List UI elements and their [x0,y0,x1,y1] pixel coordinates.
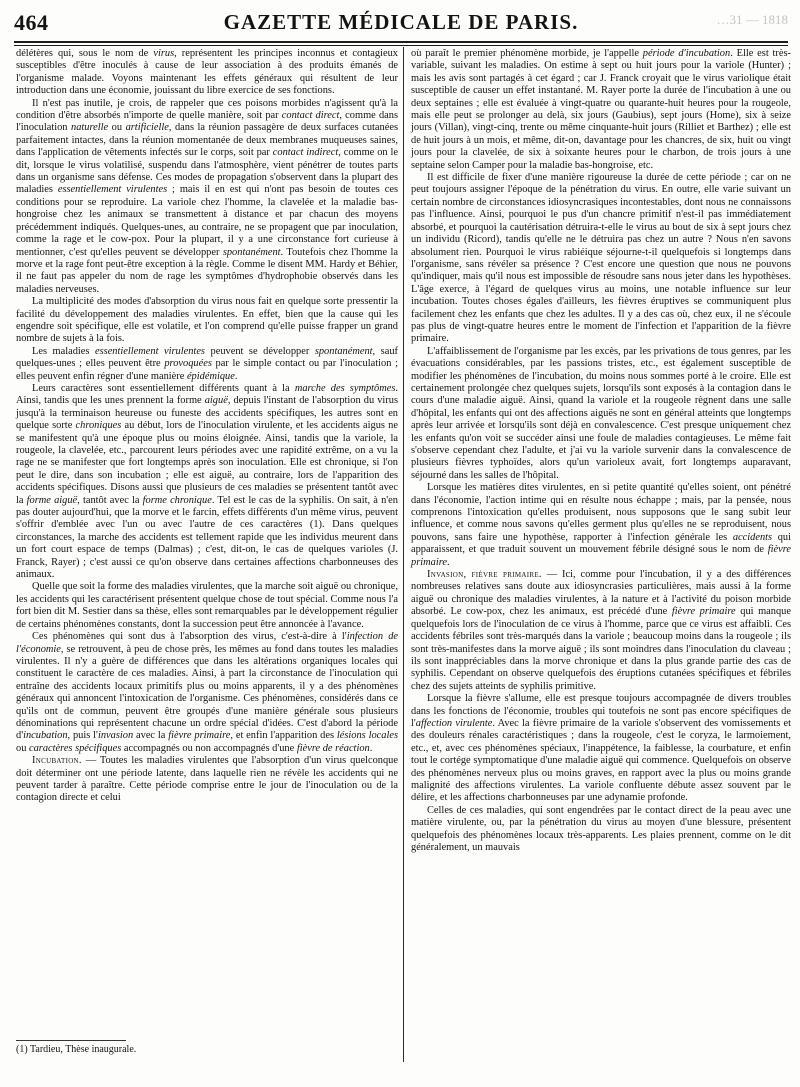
emphasis-text: accidents [732,531,773,543]
text-run: . [234,370,238,382]
text-run: . Avec la fièvre primaire de la variole s'observent des vomissements et des douleurs rénales caractéristiques ; dans la rougeole, c'est le coryza, le larmoiement, etc., et, avec ces phénomènes spéciaux, l'inappétence, la faiblesse, la courbature, et enfin tout le cortége symptomatique d'une maladie aiguë qui commence. Quelquefois on observe des phénomènes nerveux plus ou moins graves, en rapport avec la plus ou moins grande malignité des affections virulentes. La variole confluente débute assez souvent par le délire, et les affections charbonneuses par une adynamie profonde. [411,717,791,804]
emphasis-text: fièvre primaire [671,606,736,618]
emphasis-text: contact indirect [272,147,339,159]
text-run: , se retrouvent, à peu de chose près, les mêmes au fond dans toutes les maladies virulentes. Il n'y a guère de différences que dans les altérations organiques locales qui constituent le caractère de ces maladies. Ainsi, à part la circonstance de l'inoculation qui entraîne des accidents locaux primitifs plus ou moins apparents, il y a des phénomènes généraux qui annoncent l'intoxication de l'organisme. Ces phénomènes, considérés dans ce qu'ils ont de commun, peuvent être groupés d'une manière générale sous plusieurs dénominations qui représentent chacune un ordre spécial d'idées. C'est d'abord la période d' [16,643,398,742]
paragraph [16,296,398,346]
text-run: , et enfin l'apparition des [230,730,337,742]
paragraph [411,482,791,569]
paragraph [16,346,398,383]
paragraph [411,693,791,805]
text-run: qui manque quelquefois lors de l'inoculation de ce virus à l'homme, parce que ce virus est affaibli. Ces accidents fébriles sont très-marqués dans la variole ; beaucoup moins dans la rougeole ; ils sont très-manifestes dans la morve aiguë ; ils sont moindres dans l'inoculation du claveau ; ils sont inappréciables dans la morve chronique et dans la plus grande partie des cas de syphilis. Cependant on observe quelquefois des éruptions cutanées spécifiques et fébriles chez des sujets atteints de syphilis primitive. [411,606,791,692]
text-run: Quelle que soit la forme des maladies virulentes, que la marche soit aiguë ou chronique, les accidents qui les caractérisent présentent quelque chose de tout spécial. Comme nous l'a fort bien dit M. Sestier dans sa thèse, elles sont remarquables par le développement régulier de certains phénomènes constants, dont la succession peut être annoncée à l'avance. [16,581,398,630]
emphasis-text: essentiellement virulentes [57,184,168,196]
footnote: (1) Tardieu, Thèse inaugurale. [16,1044,137,1055]
emphasis-text: invasion [97,730,134,742]
text-run: . Tel est le cas de la syphilis. On sait, à n'en pas douter aujourd'hui, que la morve et le farcin, effets différents d'un même virus, peuvent s'offrir d'emblée avec l'un ou avec l'autre de ces caractères (1). Dans quelques circonstances, la marche des accidents est tellement rapide que les individus meurent dans un fort court espace de temps (Dalmas) ; c'est, dit-on, le cas de quelques varioles (J. Franck, Rayer) ; c'est aussi ce qu'on observe dans certaines affections charbonneuses des animaux. [16,494,398,581]
header-rule-thin [14,45,788,46]
paragraph [16,581,398,631]
text-run: délétères qui, sous le nom de [16,48,154,59]
header-rule [14,41,788,43]
footnote-rule [16,1040,126,1041]
emphasis-text: affection virulente [415,717,493,729]
text-run: Lorsque la fièvre s'allume, elle est presque toujours accompagnée de divers troubles dans les fonctions de l'économie, troubles qui toutefois ne sont pas encore spécifiques de l' [411,693,791,729]
paragraph [411,346,791,482]
text-run: , tantôt avec la [77,494,143,506]
paragraph [16,631,398,755]
text-run: par le simple contact ou par l'inoculation ; elles peuvent enfin régner d'une manière [16,358,398,382]
text-run: ou [108,122,126,134]
text-run: L'affaiblissement de l'organisme par les excès, par les privations de tous genres, par les évacuations considérables, par les passions tristes, etc., est également susceptible de modifier les phénomènes de l'incubation, du moins nous sommes porté à le croire. Elle est certainement prolongée chez quelques sujets, lorsqu'ils sont exposés à la contagion dans le cours d'une maladie aiguë. Ainsi, quand la variole et la rougeole règnent dans une salle d'hôpital, les enfants qui ont des affections aiguës ne sont en général atteints que longtemps après leur arrivée et lorsqu'ils sont déjà en convalescence. C'est presque uniquement chez les enfants qu'on voit se succéder ainsi une foule de maladies contagieuses. Le même fait s'observe cependant chez l'adulte, et j'ai vu la variole survenir dans la convalescence de plusieurs fièvres typhoïdes, alors qu'un varioleux avait, fort longtemps auparavant, séjourné dans les salles de l'hôpital. [411,345,791,481]
text-run: accompagnés ou non accompagnés d'une [121,742,297,754]
emphasis-text: forme chronique [142,494,212,506]
emphasis-text: contact direct [281,110,340,122]
text-run: . Toutefois chez l'homme la morve et la rage font peut-être exception à la règle. Comme le disent MM. Hardy et Béhier, il ne faut pas appeler du nom de rage les symptômes d'hydrophobie observés dans les maladies nerveuses. [16,246,399,295]
text-run: , comme dans l'inoculation [16,110,398,134]
faded-date-stamp: …31 — 1818 [716,12,788,27]
text-run: Ces phénomènes qui sont dus à l'absorption des virus, c'est-à-dire à l' [32,631,347,643]
paragraph [411,805,791,855]
paragraph [16,98,398,297]
text-run: Celles de ces maladies, qui sont engendrées par le contact direct de la peau avec une matière virulente, ou, par la pénétration du virus au moyen d'une blessure, présentent quelquefois des phénomènes locaux très-apparents. Les plaies prennent, comme on le dit généralement, un mauvais [411,804,791,853]
emphasis-text: aiguë [204,395,228,407]
paragraph [16,48,398,98]
emphasis-text: caractères spécifiques [29,742,122,754]
text-run: au début, lors de l'inoculation virulente, et les accidents aigus ne se manifestent qu'à une époque plus ou moins éloignée. Ainsi, tandis que la variole, la rougeole, la clavelée, etc., parcourent leurs périodes avec une rapidité extrême, on a vu la rage ne se manifester que fort longtemps après son inoculation. Elle est chronique, si l'on peut le dire, dans son incubation ; elle est aiguë, au contraire, lors de l'apparition des accidents spécifiques. Disons aussi que plusieurs de ces maladies se présentent tantôt avec la [16,420,398,506]
text-run: avec la [133,730,169,742]
text-run: La multiplicité des modes d'absorption du virus nous fait en quelque sorte pressentir la facilité du développement des maladies virulentes. En effet, bien que la cause qui les engendre soit spécifique, elle est volatile, et l'on comprend qu'elle puisse frapper un grand nombre de sujets à la fois. [16,296,398,345]
emphasis-text: spontanément [222,246,281,258]
section-heading: Invasion, fièvre primaire. [427,569,542,581]
emphasis-text: spontanément [314,345,373,357]
emphasis-text: fièvre primaire [411,544,791,568]
text-run: peuvent se développer [204,345,315,357]
text-run: où paraît le premier phénomène morbide, je l'appelle [411,48,643,59]
emphasis-text: lésions locales [336,730,398,742]
section-heading: Incubation. [32,755,82,767]
text-run: qui apparaissent, et que traduit souvent un mouvement fébrile désigné sous le nom de [411,531,791,556]
text-run: Il n'est pas inutile, je crois, de rappeler que ces poisons morbides n'agissent qu'à la condition d'être absorbés n'importe de quelle manière, soit par [16,97,398,122]
running-title: GAZETTE MÉDICALE DE PARIS. [223,10,579,34]
text-run: Lorsque les matières dites virulentes, en si petite quantité qu'elles soient, ont pénétré dans l'économie, l'action intime qui en résulte nous échappe ; mais, par la pensée, nous comprenons l'intoxication qu'elles produisent, nous supposons que le sang subit leur influence, et comme nous savons qu'elles germent plus qu'elles ne se reproduisent, nous pouvons, sans faire une hypothèse, rapporter à l'infection générale les [411,482,791,543]
emphasis-text: provoquées [164,358,212,370]
emphasis-text: incubation [23,730,68,742]
page-number: 464 [14,10,49,35]
emphasis-text: fièvre de réaction [296,742,370,754]
text-run: . [369,742,373,754]
emphasis-text: fièvre primaire [168,730,231,742]
text-run: — Toutes les maladies virulentes que l'absorption d'un virus quelconque doit déterminer ont une période latente, dans laquelle rien ne révèle les accidents qui ne peuvent tarder à paraître. Cette période comprise entre le jour de l'inoculation ou de la contagion directe et celui [16,755,398,804]
text-run: ; mais il en est qui n'ont pas besoin de toutes ces conditions pour se reproduire. La variole chez l'homme, la clavelée et la maladie bas-hongroise chez les animaux se transmettent à distance et par chacun des moyens précédemment indiqués. Quelques-unes, au contraire, ne se propagent que par inoculation, comme la rage et le cow-pox. Pour la plupart, il y a une circonstance fort curieuse à mentionner, c'est qu'elles peuvent se développer [16,184,398,258]
page-header [14,10,788,40]
text-run: , puis l' [67,730,98,742]
text-run: , représentent les principes inconnus et contagieux susceptibles d'être inoculés à cause de leur association à des produits émanés de l'organisme malade. Voyons maintenant les effets généraux qui résultent de leur introduction dans une économie, jouissant du libre exercice de ses fonctions. [16,48,398,97]
emphasis-text: artificielle [125,122,169,134]
emphasis-text: essentiellement virulentes [95,345,205,357]
paragraph [16,383,398,582]
text-run: , dans la réunion passagère de deux surfaces cutanées parfaitement intactes, dans la réunion momentanée de deux membranes muqueuses saines, dans l'application de vêtements infectés sur le corps, soit par [16,122,398,159]
emphasis-text: marche des symptômes [294,382,396,394]
text-run: Il est difficile de fixer d'une manière rigoureuse la durée de cette période ; car on ne peut toujours assigner l'époque de la pénétration du virus. En outre, elle varie suivant un certain nombre de circonstances idiosyncrasiques incontestables, dont nous ne connaissons pas l'influence. Ainsi, pourquoi le pus d'un chancre primitif n'est-il pas immédiatement absorbé, et pourquoi la cautérisation détruira-t-elle le virus au bout de six à sept jours chez un individu (Ricord), tandis qu'elle ne le détruira pas chez un autre ? Nous n'en savons absolument rien. Pourquoi le virus rabiéique séjourne-t-il quelquefois si longtemps dans l'organisme, sans révéler sa présence ? C'est encore une question que nous ne pouvons qu'indiquer, mais qu'il nous est impossible de résoudre sans nous jeter dans les hypothèses. L'âge exerce, à l'égard de quelques virus au moins, une notable influence sur leur incubation. Toutes choses égales d'ailleurs, les fièvres éruptives se communiquent plus facilement chez les enfants que chez les adultes. Il y a des cas où, chez eux, il ne s'écoule pas plus de vingt-quatre heures entre le moment de l'infection et l'apparition de la fièvre primaire. [411,172,791,345]
text-run: ou [16,742,29,754]
emphasis-text: épidémique [186,370,235,382]
emphasis-text: période d'incubation [642,48,731,59]
paragraph [411,48,791,172]
paragraph [411,172,791,346]
paragraph [16,755,398,805]
emphasis-text: forme aiguë [26,494,78,506]
emphasis-text: virus [153,48,175,59]
right-column [411,48,791,854]
emphasis-text: infection de l'économie [16,631,398,655]
text-run: , depuis l'instant de l'absorption du virus jusqu'à la terminaison heureuse ou funeste des accidents spécifiques, les autres sont en quelque sorte [16,395,398,432]
column-divider [403,47,404,1062]
text-run: . [446,556,450,568]
left-column [16,48,398,805]
text-run: Leurs caractères sont essentiellement différents quant à la [32,382,295,394]
emphasis-text: chroniques [75,420,122,432]
text-run: , comme on le dit, lorsque le virus volatilisé, suspendu dans l'atmosphère, vient pénétrer de toutes parts dans un organisme sans défense. Ces modes de propagation s'observent dans la plupart des maladies [16,147,398,196]
paragraph [411,569,791,693]
emphasis-text: naturelle [71,122,109,134]
text-run: . Ainsi, tandis que les unes prennent la forme [16,382,399,407]
text-run: Les maladies [32,345,95,357]
text-run: , sauf quelques-unes ; elles peuvent être [16,345,398,370]
text-run: . Elle est très-variable, suivant les maladies. On estime à sept ou huit jours pour la variole (Hunter) ; mais les avis sont partagés à cet égard ; car J. Franck croyait que le virus variolique était susceptible de causer un effet instantané. M. Rayer porte la durée de l'incubation à une ou deux septaines ; elle est évaluée à vingt-quatre ou quarante-huit heures pour la rougeole, mais elle peut se prolonger au delà, six jours (Gaubius), sept jours (Home), six à seize jours (Villan), vingt-cinq, trente ou même cinquante-huit jours (Rilliet et Barthez) ; elle est de huit jours à un mois, et même, dit-on, davantage pour les chancres, de six, huit ou vingt jours pour la clavelée, de six à soixante heures pour le charbon, de trois jours à une septaine selon Camper pour la maladie bas-hongroise, etc. [411,48,791,171]
text-run: — Ici, comme pour l'incubation, il y a des différences nombreuses relatives sans doute aux idiosyncrasies particulières, mais aussi à la forme aiguë ou chronique des maladies virulentes, à la nature et à l'activité du poison morbide absorbé. Le cow-pox, chez les animaux, est précédé d'une [411,569,791,618]
